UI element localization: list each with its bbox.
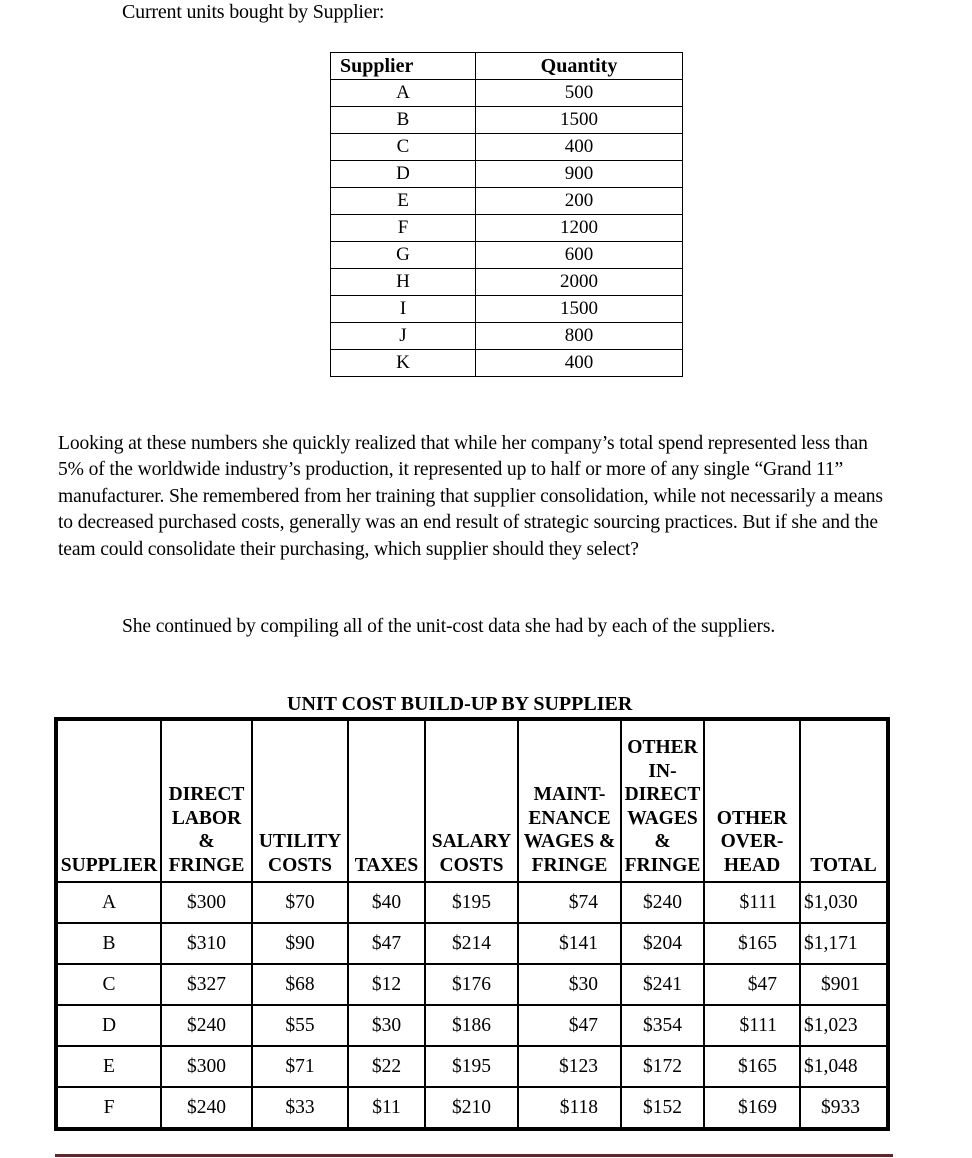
cell-supplier: C — [56, 964, 161, 1005]
units-supplier: F — [331, 215, 476, 242]
cell-other-indirect: $204 — [621, 923, 704, 964]
cost-table-row — [56, 923, 888, 964]
units-header-supplier: Supplier — [331, 53, 476, 80]
units-quantity: 400 — [476, 134, 683, 161]
cell-maintenance: $141 — [518, 923, 621, 964]
cell-overhead: $111 — [704, 1005, 800, 1046]
cell-utility: $71 — [252, 1046, 348, 1087]
units-quantity: 900 — [476, 161, 683, 188]
units-quantity: 1500 — [476, 107, 683, 134]
cell-utility: $33 — [252, 1087, 348, 1129]
cell-total: $933 — [800, 1087, 888, 1129]
cell-maintenance: $47 — [518, 1005, 621, 1046]
cell-salary: $186 — [425, 1005, 518, 1046]
cell-utility: $55 — [252, 1005, 348, 1046]
body-paragraph-compiling-text: She continued by compiling all of the unit-cost data she had by each of the suppliers. — [122, 616, 776, 637]
units-quantity: 1200 — [476, 215, 683, 242]
units-supplier: G — [331, 242, 476, 269]
units-table-row — [331, 134, 683, 161]
units-table-row — [331, 296, 683, 323]
units-quantity: 2000 — [476, 269, 683, 296]
cell-overhead: $47 — [704, 964, 800, 1005]
cell-supplier: A — [56, 882, 161, 923]
cell-direct-labor: $240 — [161, 1087, 252, 1129]
cell-utility: $68 — [252, 964, 348, 1005]
units-header-quantity: Quantity — [476, 53, 683, 80]
units-quantity: 400 — [476, 350, 683, 377]
units-quantity: 200 — [476, 188, 683, 215]
cell-taxes: $22 — [348, 1046, 425, 1087]
units-quantity: 1500 — [476, 296, 683, 323]
cell-salary: $210 — [425, 1087, 518, 1129]
cell-supplier: D — [56, 1005, 161, 1046]
cell-taxes: $40 — [348, 882, 425, 923]
units-table-row — [331, 323, 683, 350]
header-supplier: SUPPLIER — [56, 719, 161, 882]
cell-taxes: $30 — [348, 1005, 425, 1046]
units-supplier: H — [331, 269, 476, 296]
unit-cost-buildup-table — [54, 717, 890, 1131]
cell-supplier: B — [56, 923, 161, 964]
cell-utility: $70 — [252, 882, 348, 923]
cell-other-indirect: $354 — [621, 1005, 704, 1046]
header-utility-costs: UTILITY COSTS — [252, 719, 348, 882]
cell-overhead: $165 — [704, 1046, 800, 1087]
cell-salary: $195 — [425, 1046, 518, 1087]
header-taxes: TAXES — [348, 719, 425, 882]
units-table-row — [331, 215, 683, 242]
body-paragraph-consolidation: Looking at these numbers she quickly realized that while her company’s total spend represented less than 5% of the worldwide industry’s production, it represented up to half or more of any single “Grand 11” manufacturer. She remembered from her training that supplier consolidation, while not necessarily a means to decreased purchased costs, generally was an end result of strategic sourcing practices. But if she and the team could consolidate their purchasing, which supplier should they select? — [58, 433, 883, 560]
cell-other-indirect: $152 — [621, 1087, 704, 1129]
units-supplier: C — [331, 134, 476, 161]
cell-utility: $90 — [252, 923, 348, 964]
cell-maintenance: $123 — [518, 1046, 621, 1087]
cell-total: $1,048 — [800, 1046, 888, 1087]
cell-salary: $214 — [425, 923, 518, 964]
cost-table-row — [56, 1046, 888, 1087]
cost-table-row — [56, 882, 888, 923]
units-supplier: A — [331, 80, 476, 107]
units-table-row — [331, 107, 683, 134]
cost-table-header-row — [56, 719, 888, 882]
cell-maintenance: $30 — [518, 964, 621, 1005]
header-maintenance-wages-fringe: MAINT- ENANCE WAGES & FRINGE — [518, 719, 621, 882]
cell-direct-labor: $300 — [161, 882, 252, 923]
header-other-indirect-wages-fringe: OTHER IN- DIRECT WAGES & FRINGE — [621, 719, 704, 882]
cost-table-row — [56, 1005, 888, 1046]
cell-direct-labor: $240 — [161, 1005, 252, 1046]
cell-total: $901 — [800, 964, 888, 1005]
cell-total: $1,171 — [800, 923, 888, 964]
cost-table-title: UNIT COST BUILD-UP BY SUPPLIER — [287, 693, 633, 715]
units-quantity: 600 — [476, 242, 683, 269]
header-total: TOTAL — [800, 719, 888, 882]
cell-taxes: $47 — [348, 923, 425, 964]
units-quantity: 800 — [476, 323, 683, 350]
units-supplier: K — [331, 350, 476, 377]
cost-table-row — [56, 1087, 888, 1129]
cell-direct-labor: $310 — [161, 923, 252, 964]
units-table-row — [331, 80, 683, 107]
cell-maintenance: $74 — [518, 882, 621, 923]
body-paragraph-compiling — [58, 614, 888, 640]
cell-salary: $176 — [425, 964, 518, 1005]
header-salary-costs: SALARY COSTS — [425, 719, 518, 882]
header-direct-labor-fringe: DIRECT LABOR & FRINGE — [161, 719, 252, 882]
cell-total: $1,030 — [800, 882, 888, 923]
header-other-overhead: OTHER OVER- HEAD — [704, 719, 800, 882]
units-table-row — [331, 161, 683, 188]
units-supplier: D — [331, 161, 476, 188]
cell-supplier: F — [56, 1087, 161, 1129]
units-quantity: 500 — [476, 80, 683, 107]
units-supplier: B — [331, 107, 476, 134]
cell-other-indirect: $172 — [621, 1046, 704, 1087]
units-table-row — [331, 242, 683, 269]
units-table-row — [331, 188, 683, 215]
units-supplier: I — [331, 296, 476, 323]
cell-other-indirect: $240 — [621, 882, 704, 923]
cell-maintenance: $118 — [518, 1087, 621, 1129]
cell-taxes: $11 — [348, 1087, 425, 1129]
units-by-supplier-table — [330, 52, 683, 377]
units-intro-label: Current units bought by Supplier: — [122, 1, 385, 23]
cell-overhead: $169 — [704, 1087, 800, 1129]
cell-salary: $195 — [425, 882, 518, 923]
cell-direct-labor: $300 — [161, 1046, 252, 1087]
cell-supplier: E — [56, 1046, 161, 1087]
cell-direct-labor: $327 — [161, 964, 252, 1005]
cell-overhead: $111 — [704, 882, 800, 923]
cell-overhead: $165 — [704, 923, 800, 964]
units-table-row — [331, 269, 683, 296]
cell-other-indirect: $241 — [621, 964, 704, 1005]
units-table-header-row — [331, 53, 683, 80]
cell-taxes: $12 — [348, 964, 425, 1005]
units-supplier: E — [331, 188, 476, 215]
cell-total: $1,023 — [800, 1005, 888, 1046]
page-bottom-rule — [55, 1154, 893, 1157]
units-table-row — [331, 350, 683, 377]
cost-table-row — [56, 964, 888, 1005]
units-supplier: J — [331, 323, 476, 350]
